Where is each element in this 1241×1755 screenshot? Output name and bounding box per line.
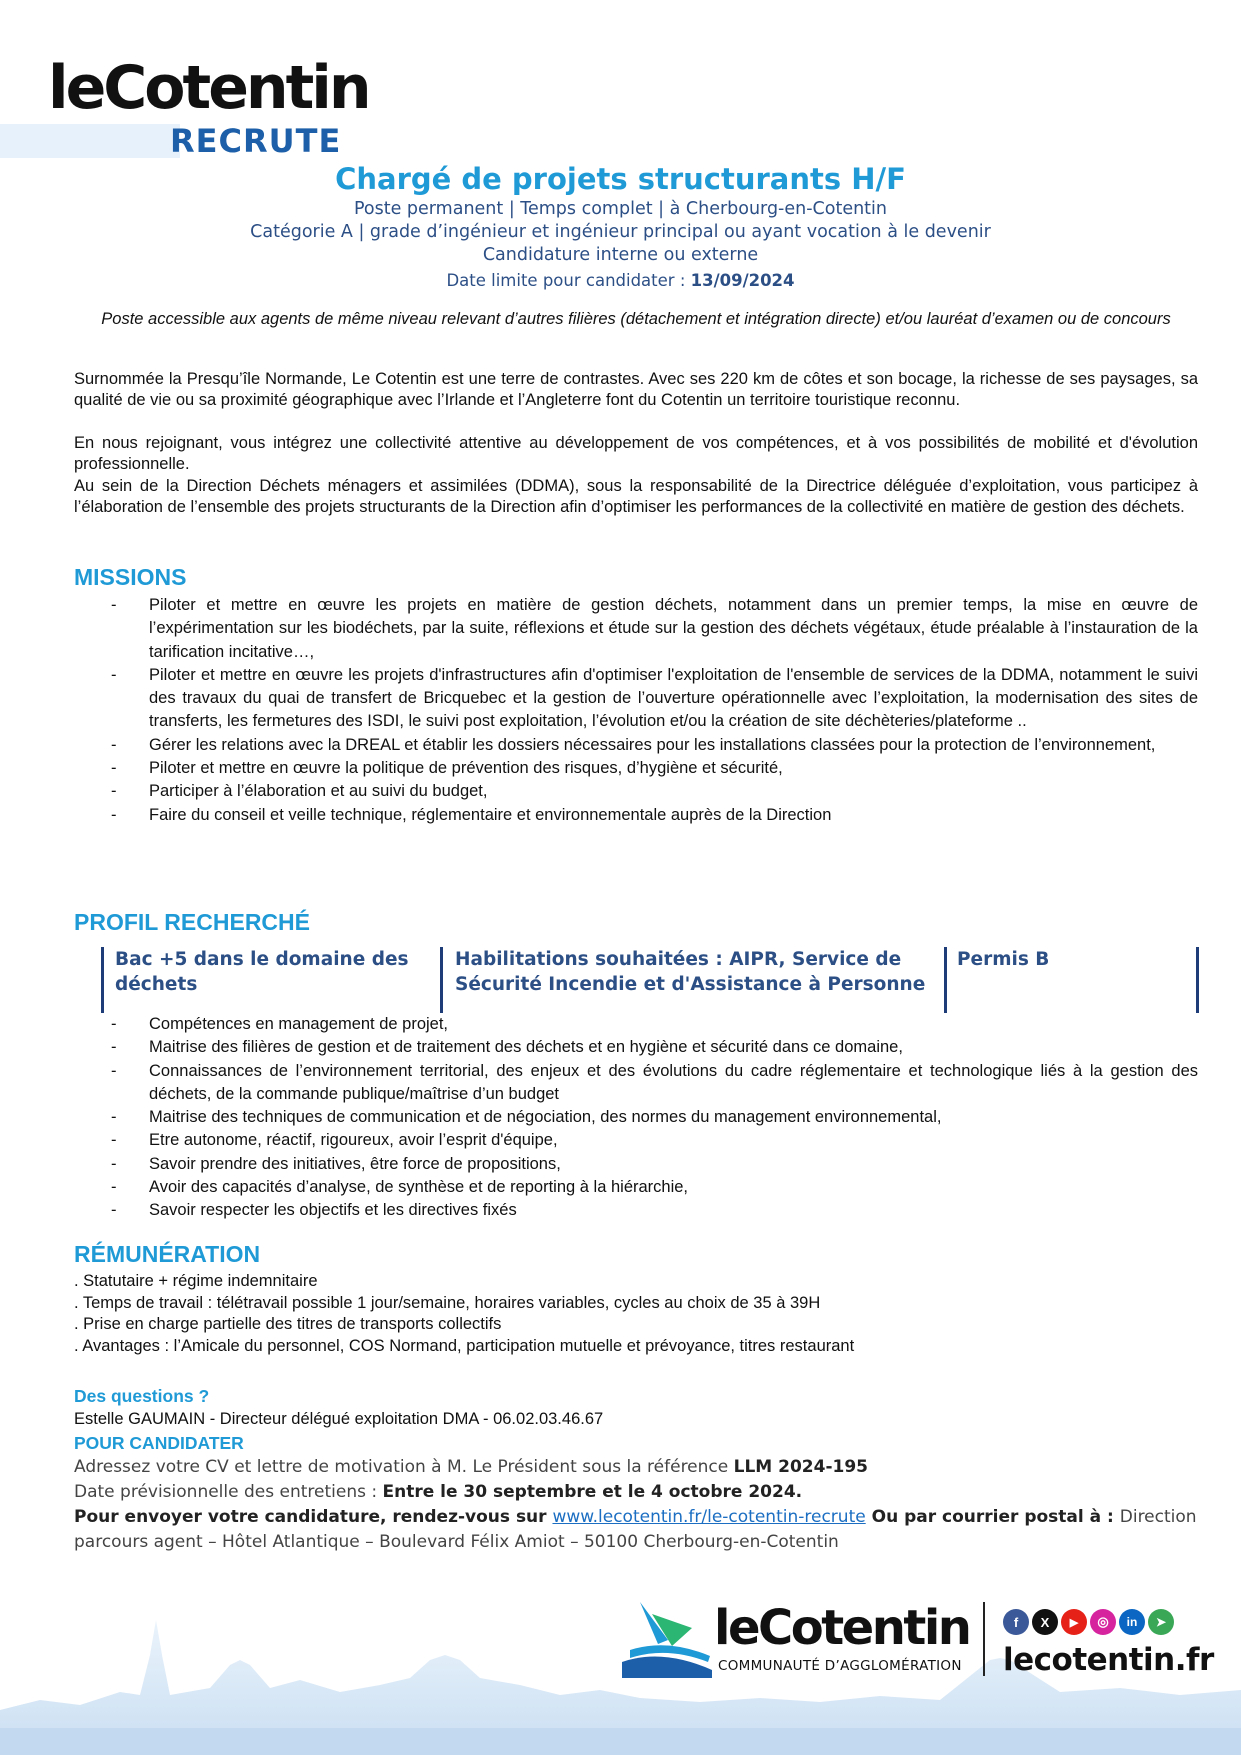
postal-address: Direction parcours agent – Hôtel Atlantique – Boulevard Félix Amiot – 50100 Cherbourg-en-Cotentin [74,1507,1197,1552]
list-item: - Etre autonome, réactif, rigoureux, avoir l’esprit d'équipe, [111,1131,558,1150]
apply-reference-text: Adressez votre CV et lettre de motivation à M. Le Président sous la référence [74,1457,734,1477]
list-item-text: Savoir prendre des initiatives, être force de propositions, [149,1154,561,1173]
intro-paragraph-2: En nous rejoignant, vous intégrez une collectivité attentive au développement de vos compétences, et à vos possibilités de mobilité et d'évolution professionnelle. [74,434,1198,474]
apply-line-interviews [74,1480,1204,1505]
list-item: - Maitrise des techniques de communication et de négociation, des normes du management environnemental, [111,1108,942,1127]
footer-divider [983,1602,985,1676]
list-item: - Piloter et mettre en œuvre la politique de prévention des risques, d’hygiène et sécurité, [111,759,783,778]
list-item: - Faire du conseil et veille technique, réglementaire et environnementale auprès de la Direction [111,805,832,824]
list-item-text: Piloter et mettre en œuvre la politique de prévention des risques, d’hygiène et sécurité, [149,759,783,778]
recruitment-link[interactable]: www.lecotentin.fr/le-cotentin-recrute [552,1507,866,1527]
logo-wave-icon [622,1600,714,1678]
missions-list [74,594,1198,827]
footer-logo [622,1598,970,1698]
apply-postal-text: Ou par courrier postal à : [865,1507,1120,1527]
job-subtitle-2: Catégorie A | grade d’ingénieur et ingénieur principal ou ayant vocation à le devenir [250,222,991,242]
list-item: - Participer à l’élaboration et au suivi du budget, [111,782,488,801]
intro-paragraph-1: Surnommée la Presqu’île Normande, Le Cotentin est une terre de contrastes. Avec ses 220 km de côtes et son bocage, la richesse de ses paysages, sa qualité de vie ou sa proximité géographique avec l’Irlande et l’Angleterre font du Cotentin un territoire touristique reconnu. [74,370,1198,410]
list-item: - Connaissances de l’environnement territorial, des enjeux et des évolutions du cadre réglementaire et technologique liés à la gestion des déchets, de la commande publique/maîtrise d’un budget [111,1061,1198,1103]
job-subtitle-1: Poste permanent | Temps complet | à Cherbourg-en-Cotentin [353,199,888,219]
remuneration-item: . Temps de travail : télétravail possible 1 jour/semaine, horaires variables, cycles au choix de 35 à 39H [74,1293,821,1312]
deadline-value: 13/09/2024 [690,271,795,290]
list-item: - Avoir des capacités d’analyse, de synthèse et de reporting à la hiérarchie, [111,1178,689,1197]
list-item-text: Piloter et mettre en œuvre les projets d'infrastructures afin d'optimiser l'exploitation de l'ensemble de services de la DDMA, notamment le suivi des travaux du quai de transfert de Bricquebec et la gestion de l’ouverture opérationnelle avec l’exploitation, la modernisation des sites de transferts, les fermetures des ISDI, le suivi post exploitation, l’évolution et/ou la création de site déchèteries/plateforme .. [149,665,1198,731]
apply-line-submit [74,1505,1204,1555]
apply-title: POUR CANDIDATER [74,1433,244,1453]
telegram-icon[interactable]: ➤ [1148,1609,1174,1635]
questions-title: Des questions ? [74,1386,210,1406]
intro-paragraph-3: Au sein de la Direction Déchets ménagers et assimilées (DDMA), sous la responsabilité de la Directrice déléguée d’exploitation, vous participez à l’élaboration de l’ensemble des projets structurants de la Direction afin d’optimiser les performances de la collectivité en matière de gestion des déchets. [74,477,1198,517]
header-logo [0,52,369,162]
profile-habilitations-text: Habilitations souhaitées : AIPR, Service de Sécurité Incendie et d'Assistance à Personne [455,949,926,995]
contact-info: Estelle GAUMAIN - Directeur délégué exploitation DMA - 06.02.03.46.67 [74,1410,604,1428]
list-item-text: Compétences en management de projet, [149,1015,449,1033]
footer-brand: leCotentin [714,1600,970,1656]
deadline-label: Date limite pour candidater : [446,271,691,290]
list-item: - Savoir prendre des initiatives, être force de propositions, [111,1154,561,1173]
x-icon[interactable]: X [1032,1609,1058,1635]
facebook-icon[interactable]: f [1003,1609,1029,1635]
list-item-text: Maitrise des techniques de communication et de négociation, des normes du management environnemental, [149,1108,942,1127]
recrute-label: RECRUTE [170,122,342,160]
apply-interview-dates: Entre le 30 septembre et le 4 octobre 2024. [382,1482,803,1502]
list-item-text: Etre autonome, réactif, rigoureux, avoir l’esprit d'équipe, [149,1131,558,1150]
list-item-text: Gérer les relations avec la DREAL et établir les dossiers nécessaires pour les installations classées pour la protection de l’environnement, [149,735,1156,754]
list-item-text: Connaissances de l’environnement territorial, des enjeux et des évolutions du cadre réglementaire et technologique liés à la gestion des déchets, de la commande publique/maîtrise d’un budget [149,1061,1198,1103]
list-item-text: Savoir respecter les objectifs et les directives fixés [149,1201,517,1220]
logo-band [0,124,180,158]
job-subtitle-3: Candidature interne ou externe [482,245,759,265]
apply-submit-text: Pour envoyer votre candidature, rendez-vous sur [74,1507,553,1527]
profile-education-text: Bac +5 dans le domaine des déchets [115,949,409,995]
remuneration-item: . Prise en charge partielle des titres de transports collectifs [74,1315,502,1333]
remuneration-item: . Avantages : l’Amicale du personnel, COS Normand, participation mutuelle et prévoyance, titres restaurant [74,1336,855,1355]
profile-license-text: Permis B [957,949,1050,970]
apply-reference: LLM 2024-195 [733,1457,868,1477]
job-title: Chargé de projets structurants H/F [335,162,906,196]
list-item-text: Participer à l’élaboration et au suivi du budget, [149,782,488,801]
footer-tagline: COMMUNAUTÉ D’AGGLOMÉRATION [718,1658,962,1674]
footer-website[interactable]: lecotentin.fr [1003,1642,1214,1678]
remuneration-title: RÉMUNÉRATION [74,1241,261,1267]
youtube-icon[interactable]: ▶ [1061,1609,1087,1635]
social-links [1003,1609,1174,1635]
list-item-text: Faire du conseil et veille technique, réglementaire et environnementale auprès de la Direction [149,805,832,824]
list-item: - Savoir respecter les objectifs et les directives fixés [111,1201,517,1220]
list-item-text: Maitrise des filières de gestion et de traitement des déchets et en hygiène et sécurité dans ce domaine, [149,1038,903,1057]
list-item: - Compétences en management de projet, [111,1015,449,1033]
profile-list [74,1013,1198,1223]
linkedin-icon[interactable]: in [1119,1609,1145,1635]
list-item-text: Piloter et mettre en œuvre les projets en matière de gestion déchets, notamment dans un premier temps, la mise en œuvre de l’expérimentation sur les biodéchets, par la suite, réflexions et étude sur la gestion des déchets végétaux, étude préalable à l’instauration de la tarification incitative…, [149,596,1198,661]
list-item: - Piloter et mettre en œuvre les projets en matière de gestion déchets, notamment dans un premier temps, la mise en œuvre de l’expérimentation sur les biodéchets, par la suite, réflexions et étude sur la gestion des déchets végétaux, étude préalable à l’instauration de la tarification incitative…, [111,596,1198,661]
list-item: - Piloter et mettre en œuvre les projets d'infrastructures afin d'optimiser l'exploitation de l'ensemble de services de la DDMA, notamment le suivi des travaux du quai de transfert de Bricquebec et la gestion de l’ouverture opérationnelle avec l’exploitation, la modernisation des sites de transferts, les fermetures des ISDI, le suivi post exploitation, l’évolution et/ou la création de site déchèteries/plateforme .. [111,665,1198,731]
deadline [0,271,1241,290]
missions-title: MISSIONS [74,564,187,590]
remuneration-list [74,1271,1198,1357]
apply-interview-text: Date prévisionnelle des entretiens : [74,1482,383,1502]
remuneration-item: . Statutaire + régime indemnitaire [74,1272,318,1290]
brand-name: leCotentin [48,53,369,123]
list-item: - Maitrise des filières de gestion et de traitement des déchets et en hygiène et sécurité dans ce domaine, [111,1038,903,1057]
apply-line-reference [74,1455,1204,1480]
profile-title: PROFIL RECHERCHÉ [74,909,310,935]
list-item-text: Avoir des capacités d’analyse, de synthèse et de reporting à la hiérarchie, [149,1178,689,1197]
instagram-icon[interactable]: ◎ [1090,1609,1116,1635]
access-note: Poste accessible aux agents de même niveau relevant d’autres filières (détachement et intégration directe) et/ou lauréat d’examen ou de concours [101,310,1171,328]
list-item: - Gérer les relations avec la DREAL et établir les dossiers nécessaires pour les installations classées pour la protection de l’environnement, [111,735,1156,754]
